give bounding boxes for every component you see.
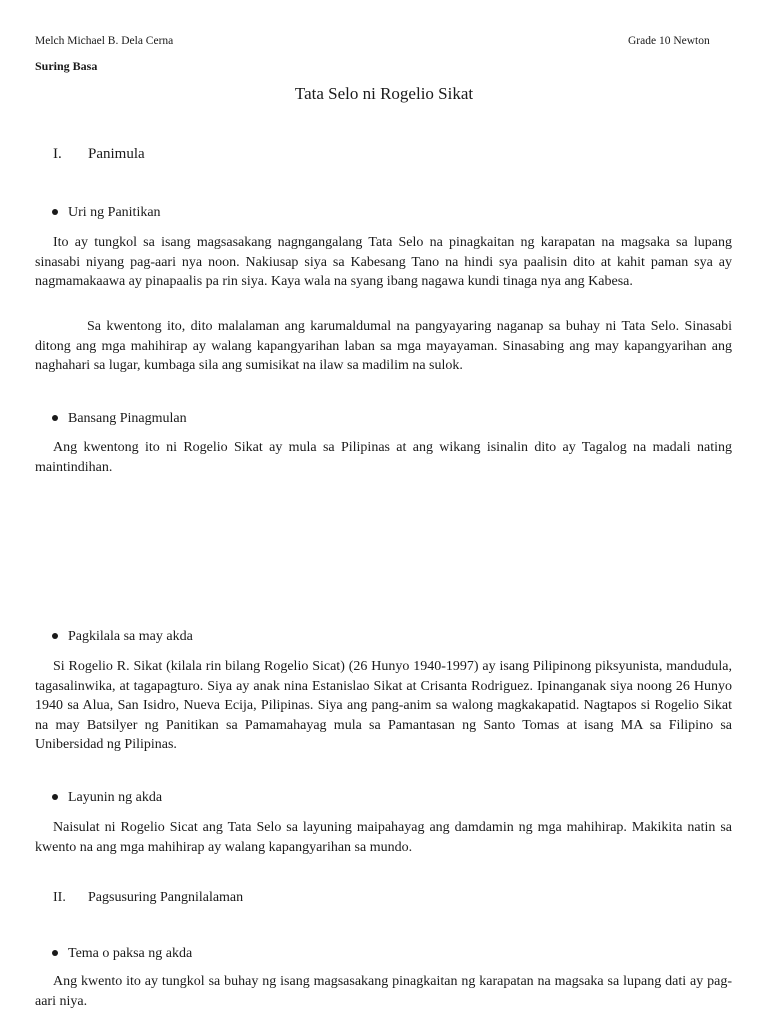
section-numeral: II. bbox=[53, 890, 66, 905]
author-name: Melch Michael B. Dela Cerna bbox=[35, 35, 174, 47]
section-numeral: I. bbox=[53, 146, 62, 162]
bullet-tema-o-paksa bbox=[52, 946, 192, 962]
paragraph-tema: Ang kwento ito ay tungkol sa buhay ng isang magsasakang pinagkaitan ng karapatan na magsaka sa lupang dati ay pag-aari niya. bbox=[35, 974, 732, 1009]
bullet-dot-icon bbox=[52, 950, 58, 956]
bullet-dot-icon bbox=[52, 794, 58, 800]
grade-section: Grade 10 Newton bbox=[628, 35, 710, 47]
bullet-label: Layunin ng akda bbox=[68, 790, 163, 805]
bullet-dot-icon bbox=[52, 209, 58, 215]
bullet-layunin-ng-akda bbox=[52, 790, 162, 806]
paragraph-uri-2: Sa kwentong ito, dito malalaman ang karumaldumal na pangyayaring naganap sa buhay ni Tata Selo. Sinasabi ditong ang mga mahihirap ay walang kapangyarihan laban sa mga mayayaman. Sinasabing ang may kapangyarihan ang naghahari sa lugar, kumbaga sila ang sumisikat na ilaw sa madilim na sulok. bbox=[35, 319, 732, 373]
bullet-dot-icon bbox=[52, 415, 58, 421]
section-title: Pagsusuring Pangnilalaman bbox=[88, 890, 244, 905]
bullet-label: Pagkilala sa may akda bbox=[68, 629, 193, 644]
paragraph-pagkilala: Si Rogelio R. Sikat (kilala rin bilang Rogelio Sicat) (26 Hunyo 1940-1997) ay isang Pilipinong piksyunista, mandudula, tagasalinwika, at tagapagturo. Siya ay anak nina Estanislao Sikat at Crisanta Rodriguez. Ipinanganak siya noong 26 Hunyo 1940 sa Alua, San Isidro, Nueva Ecija, Pilipinas. Siya ang pang-anim sa walong magkakapatid. Nagtapos si Rogelio Sikat na may Batsilyer ng Panitikan sa Pamamahayag mula sa Pamantasan ng Santo Tomas at isang MA sa Filipino sa Unibersidad ng Pilipinas. bbox=[35, 659, 732, 752]
section-title: Panimula bbox=[88, 146, 145, 162]
bullet-label: Uri ng Panitikan bbox=[68, 205, 161, 220]
bullet-dot-icon bbox=[52, 633, 58, 639]
bullet-bansang-pinagmulan bbox=[52, 411, 187, 427]
bullet-pagkilala-sa-may-akda bbox=[52, 629, 193, 645]
paragraph-uri-1: Ito ay tungkol sa isang magsasakang nagngangalang Tata Selo na pinagkaitan ng karapatan na magsaka sa lupang sinasabi niyang pag-aari nya noon. Nakiusap siya sa Kabesang Tano na hindi sya paalisin dito at kahit paman sya ay nagmamakaawa ay pinapaalis pa rin siya. Kaya wala na syang ibang nagawa kundi tinaga nya ang Kabesa. bbox=[35, 235, 732, 289]
bullet-label: Bansang Pinagmulan bbox=[68, 411, 187, 426]
paragraph-bansang-pinagmulan: Ang kwentong ito ni Rogelio Sikat ay mula sa Pilipinas at ang wikang isinalin dito ay Tagalog na madali nating maintindihan. bbox=[35, 440, 732, 475]
bullet-label: Tema o paksa ng akda bbox=[68, 946, 193, 961]
document-title: Tata Selo ni Rogelio Sikat bbox=[294, 84, 474, 103]
bullet-uri-ng-panitikan bbox=[52, 205, 161, 221]
paragraph-layunin: Naisulat ni Rogelio Sicat ang Tata Selo sa layuning maipahayag ang damdamin ng mga mahihirap. Makikita natin sa kwento na ang mga mahihirap ay walang kapangyarihan sa mundo. bbox=[35, 820, 732, 855]
subject-label: Suring Basa bbox=[35, 59, 98, 73]
